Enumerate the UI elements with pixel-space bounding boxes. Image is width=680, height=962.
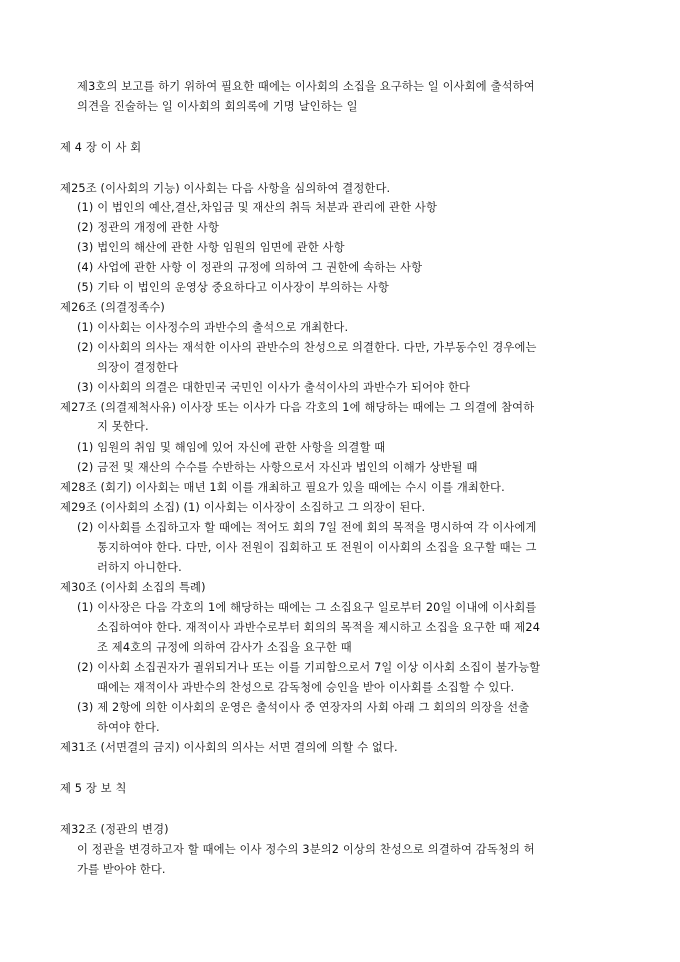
article-30-item-2-line-1: (2) 이사회 소집권자가 궐위되거나 또는 이를 기피함으로서 7일 이상 이사회 소집이 불가능할 bbox=[77, 661, 541, 674]
article-25-item: (5) 기타 이 법인의 운영상 중요하다고 이사장이 부의하는 사항 bbox=[77, 281, 389, 294]
article-30-item-3-line-2: 하여야 한다. bbox=[97, 721, 160, 734]
article-26-heading: 제26조 (의결정족수) bbox=[60, 301, 165, 314]
intro-line-2: 의견을 진술하는 일 이사회의 회의록에 기명 날인하는 일 bbox=[77, 100, 358, 113]
chapter-5-title: 제 5 장 보 칙 bbox=[60, 782, 127, 795]
article-29-item-2-line-1: (2) 이사회를 소집하고자 할 때에는 적어도 회의 7일 전에 회의 목적을 명시하여 각 이사에게 bbox=[77, 521, 537, 534]
article-26-item-2-line-1: (2) 이사회의 의사는 재석한 이사의 관반수의 찬성으로 의결한다. 다만, 가부동수인 경우에는 bbox=[77, 341, 537, 354]
article-26-item-3: (3) 이사회의 의결은 대한민국 국민인 이사가 출석이사의 과반수가 되어야 한다 bbox=[77, 381, 471, 394]
article-25-item: (4) 사업에 관한 사항 이 정관의 규정에 의하여 그 권한에 속하는 사항 bbox=[77, 261, 423, 274]
article-27-item-1: (1) 임원의 취임 및 해임에 있어 자신에 관한 사항을 의결할 때 bbox=[77, 441, 386, 454]
article-30-heading: 제30조 (이사회 소집의 특례) bbox=[60, 581, 206, 594]
article-30-item-3-line-1: (3) 제 2항에 의한 이사회의 운영은 출석이사 중 연장자의 사회 아래 그 회의의 의장을 선출 bbox=[77, 701, 530, 714]
article-32-body-line-1: 이 정관을 변경하고자 할 때에는 이사 정수의 3분의2 이상의 찬성으로 의결하여 감독청의 허 bbox=[77, 843, 535, 856]
article-27-heading-line-1: 제27조 (의결제척사유) 이사장 또는 이사가 다음 각호의 1에 해당하는 때에는 그 의결에 참여하 bbox=[60, 401, 535, 414]
article-25-heading: 제25조 (이사회의 기능) 이사회는 다음 사항을 심의하여 결정한다. bbox=[60, 182, 391, 195]
article-28-text: 제28조 (회기) 이사회는 매년 1회 이를 개최하고 필요가 있을 때에는 수시 이를 개최한다. bbox=[60, 481, 505, 494]
chapter-4-title: 제 4 장 이 사 회 bbox=[60, 141, 142, 154]
article-25-item: (2) 정관의 개정에 관한 사항 bbox=[77, 221, 220, 234]
article-32-body-line-2: 가를 받아야 한다. bbox=[77, 863, 166, 876]
article-30-item-1-line-3: 조 제4호의 규정에 의하여 감사가 소집을 요구한 때 bbox=[97, 641, 352, 654]
article-27-item-2: (2) 금전 및 재산의 수수를 수반하는 사항으로서 자신과 법인의 이해가 상반될 때 bbox=[77, 461, 478, 474]
article-30-item-1-line-2: 소집하여야 한다. 재적이사 과반수로부터 회의의 목적을 제시하고 소집을 요구한 때 제24 bbox=[97, 621, 541, 634]
article-26-item-1: (1) 이사회는 이사정수의 과반수의 출석으로 개최한다. bbox=[77, 321, 349, 334]
article-26-item-2-line-2: 의장이 결정한다 bbox=[97, 361, 179, 374]
article-27-heading-line-2: 지 못한다. bbox=[97, 420, 149, 433]
article-30-item-1-line-1: (1) 이사장은 다음 각호의 1에 해당하는 때에는 그 소집요구 일로부터 20일 이내에 이사회를 bbox=[77, 601, 537, 614]
article-32-heading: 제32조 (정관의 변경) bbox=[60, 823, 169, 836]
article-29-heading: 제29조 (이사회의 소집) (1) 이사회는 이사장이 소집하고 그 의장이 된다. bbox=[60, 501, 426, 514]
article-25-item: (1) 이 법인의 예산,결산,차입금 및 재산의 취득 처분과 관리에 관한 사항 bbox=[77, 201, 438, 214]
article-31-text: 제31조 (서면결의 금지) 이사회의 의사는 서면 결의에 의할 수 없다. bbox=[60, 741, 398, 754]
article-29-item-2-line-3: 러하지 아니한다. bbox=[97, 561, 182, 574]
article-25-item: (3) 법인의 해산에 관한 사항 임원의 임면에 관한 사항 bbox=[77, 241, 345, 254]
article-30-item-2-line-2: 때에는 재적이사 과반수의 찬성으로 감독청에 승인을 받아 이사회를 소집할 수 있다. bbox=[97, 681, 515, 694]
intro-line-1: 제3호의 보고를 하기 위하여 필요한 때에는 이사회의 소집을 요구하는 일 이사회에 출석하여 bbox=[77, 80, 535, 93]
article-29-item-2-line-2: 통지하여야 한다. 다만, 이사 전원이 집회하고 또 전원이 이사회의 소집을 요구할 때는 그 bbox=[97, 541, 537, 554]
